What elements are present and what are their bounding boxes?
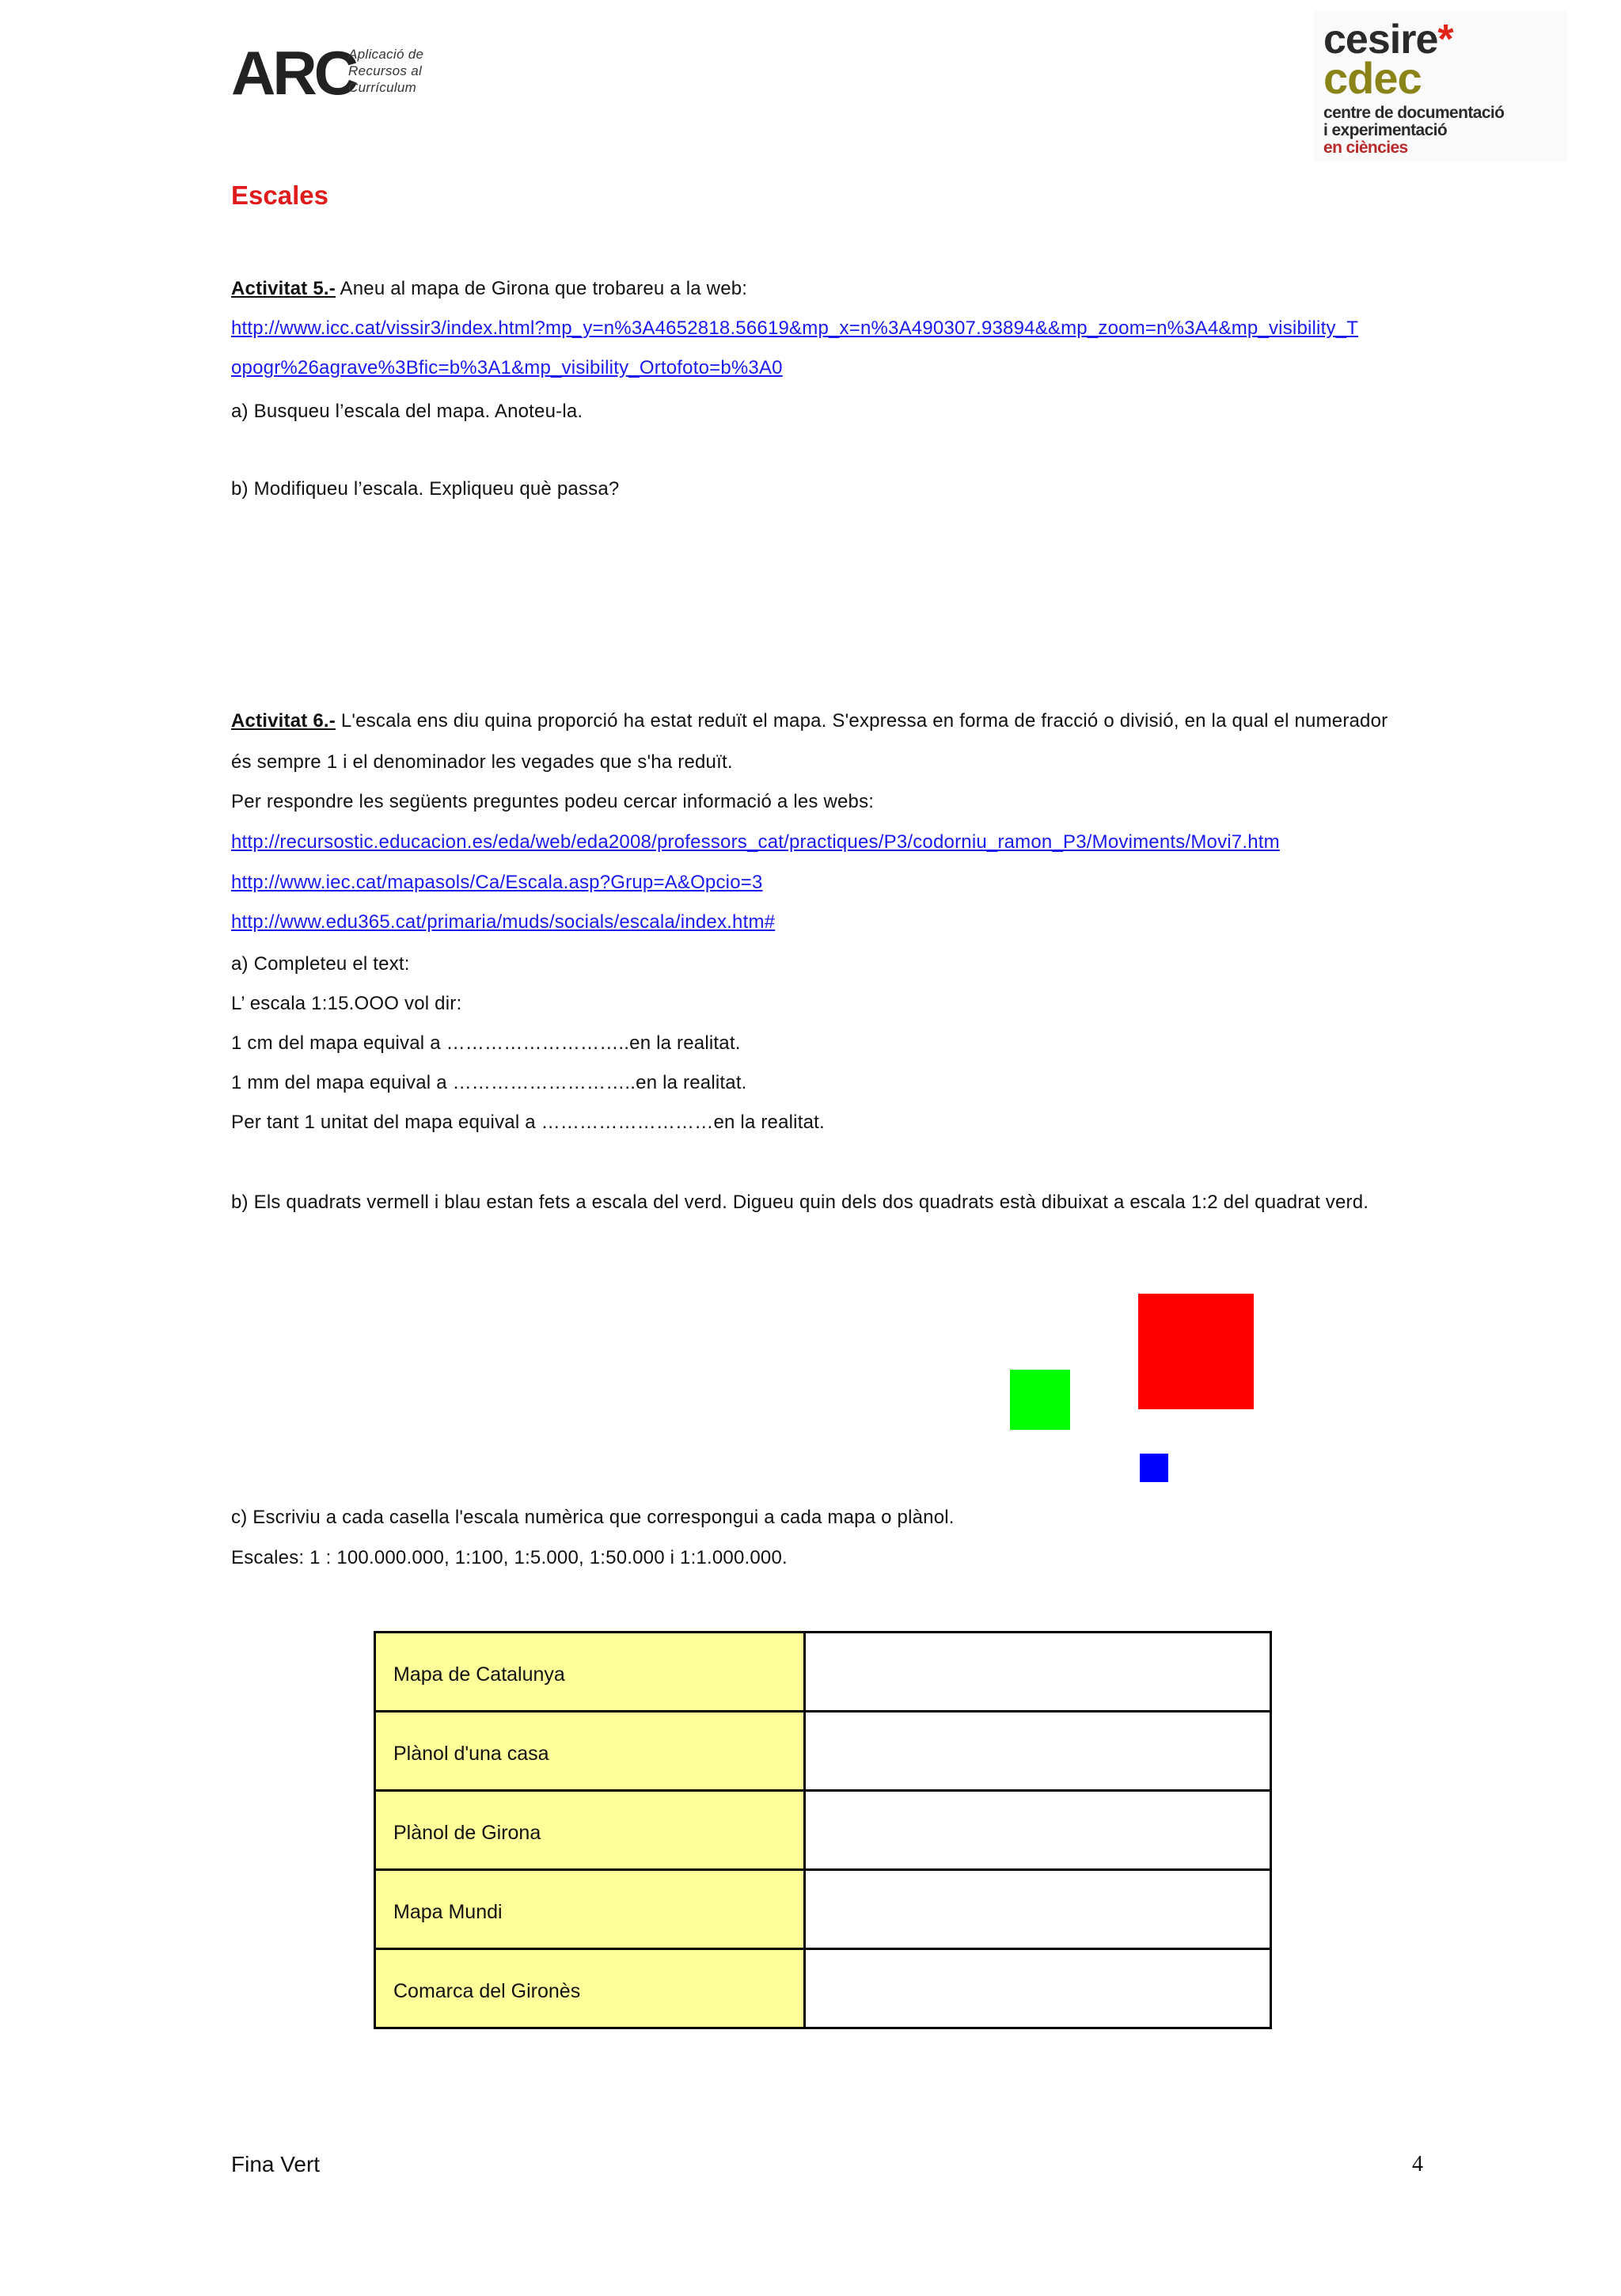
map-label-catalunya: Mapa de Catalunya (375, 1633, 805, 1712)
scale-statement: L’ escala 1:15.OOO vol dir: (231, 993, 462, 1014)
fill-in-line-cm: 1 cm del mapa equival a ………………………..en la realitat. (231, 1032, 741, 1054)
table-row (375, 1791, 1271, 1870)
activitat6-links-intro: Per respondre les següents preguntes podeu cercar informació a les webs: (231, 791, 875, 812)
green-square (1010, 1370, 1070, 1430)
scale-answer-cell[interactable] (805, 1791, 1271, 1870)
scale-answer-cell[interactable] (805, 1870, 1271, 1949)
activitat6-question-c: c) Escriviu a cada casella l'escala numèrica que correspongui a cada mapa o plànol. (231, 1507, 955, 1528)
scales-table (374, 1631, 1272, 2029)
arc-logo (231, 38, 453, 109)
page-number: 4 (1412, 2152, 1423, 2176)
fill-in-line-mm: 1 mm del mapa equival a ………………………..en la realitat. (231, 1072, 747, 1093)
map-label-casa: Plànol d'una casa (375, 1712, 805, 1791)
arc-logo-letters: ARC (231, 38, 355, 108)
map-label-girones: Comarca del Gironès (375, 1949, 805, 2028)
blue-square (1140, 1454, 1168, 1482)
activitat6-intro: Activitat 6.- L'escala ens diu quina proporció ha estat reduït el mapa. S'expressa en forma de fracció o divisió, en la qual el numerador (231, 710, 1388, 732)
cesire-logo-title: cesire* (1323, 17, 1453, 63)
map-label-mundi: Mapa Mundi (375, 1870, 805, 1949)
activitat6-question-a: a) Completeu el text: (231, 953, 410, 975)
recursostic-link[interactable]: http://recursostic.educacion.es/eda/web/eda2008/professors_cat/practiques/P3/codorniu_ramon_P3/Moviments/Movi7.htm (231, 831, 1280, 853)
table-row (375, 1712, 1271, 1791)
icc-map-link-line2[interactable]: opogr%26agrave%3Bfic=b%3A1&mp_visibility_Ortofoto=b%3A0 (231, 357, 783, 378)
table-row (375, 1633, 1271, 1712)
iec-escala-link[interactable]: http://www.iec.cat/mapasols/Ca/Escala.asp?Grup=A&Opcio=3 (231, 872, 763, 893)
cesire-cdec-logo (1314, 11, 1567, 162)
page-title: Escales (231, 181, 328, 210)
edu365-escala-link[interactable]: http://www.edu365.cat/primaria/muds/socials/escala/index.htm# (231, 911, 776, 933)
activitat6-heading: Activitat 6.- (231, 710, 336, 732)
scales-list: Escales: 1 : 100.000.000, 1:100, 1:5.000, 1:50.000 i 1:1.000.000. (231, 1547, 788, 1568)
scale-answer-cell[interactable] (805, 1712, 1271, 1791)
table-row (375, 1870, 1271, 1949)
cdec-logo-title: cdec (1323, 53, 1422, 103)
activitat5-intro: Activitat 5.- Aneu al mapa de Girona que trobareu a la web: (231, 278, 748, 299)
activitat5-question-b: b) Modifiqueu l’escala. Expliqueu què passa? (231, 478, 620, 500)
activitat6-intro-line2: és sempre 1 i el denominador les vegades que s'ha reduït. (231, 751, 733, 773)
red-square (1138, 1294, 1254, 1409)
icc-map-link-line1[interactable]: http://www.icc.cat/vissir3/index.html?mp_y=n%3A4652818.56619&mp_x=n%3A490307.93894&&mp_zoom=n%3A4&mp_visibility_T (231, 317, 1359, 339)
activitat6-question-b: b) Els quadrats vermell i blau estan fets a escala del verd. Digueu quin dels dos quadrats està dibuixat a escala 1:2 del quadrat verd. (231, 1192, 1369, 1213)
activitat5-question-a: a) Busqueu l’escala del mapa. Anoteu-la. (231, 401, 583, 422)
scale-answer-cell[interactable] (805, 1949, 1271, 2028)
footer-author: Fina Vert (231, 2152, 321, 2176)
activitat5-heading: Activitat 5.- (231, 278, 336, 299)
scale-answer-cell[interactable] (805, 1633, 1271, 1712)
cesire-logo-subtitle: centre de documentació i experimentació en ciències (1323, 104, 1505, 157)
arc-logo-subtitle: Aplicació de Recursos al Currículum (348, 47, 424, 95)
table-row (375, 1949, 1271, 2028)
map-label-girona: Plànol de Girona (375, 1791, 805, 1870)
fill-in-line-unit: Per tant 1 unitat del mapa equival a ………………………en la realitat. (231, 1112, 825, 1133)
